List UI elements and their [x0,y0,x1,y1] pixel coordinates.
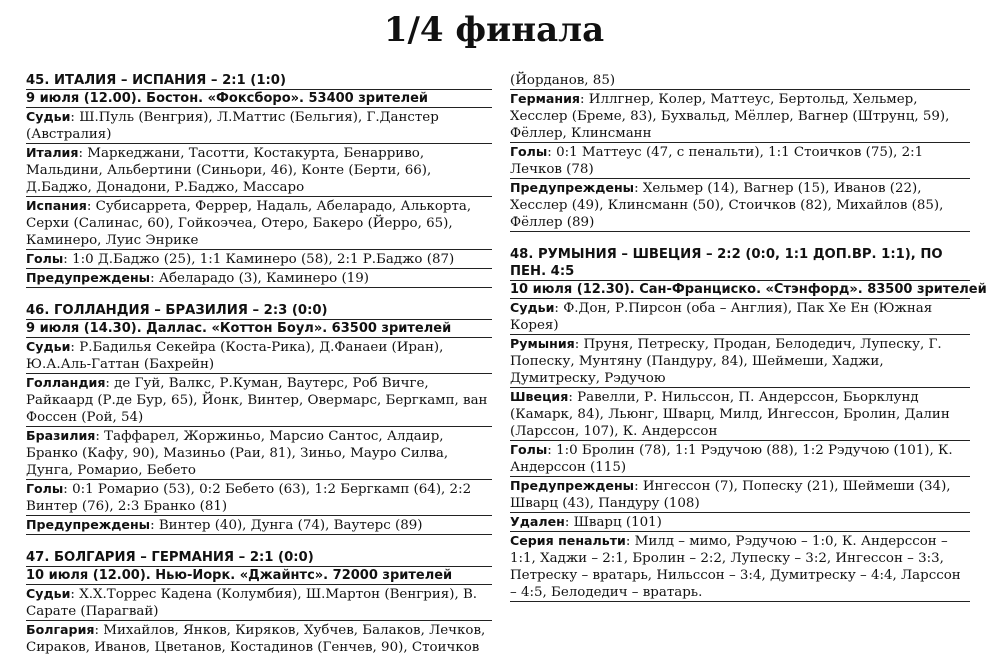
team1-label: Румыния [510,336,575,351]
lineup-team2 [26,427,492,480]
lineup-team2 [26,197,492,250]
match-47 [26,549,492,656]
match-venue: 9 июля (14.30). Даллас. «Коттон Боул». 63500 зрителей [26,320,492,338]
penalty-shootout-text: : Милд – мимо, Рэдучою – 1:0, К. Андерссон – 1:1, Хаджи – 2:1, Бролин – 2:2, Лупеску – 3:2, Ингессон – 3:3, Петреску – вратарь, Нильссон – 3:4, Думитреску – 4:4, Ларссон – 4:5, Белодедич – вратарь. [510,534,961,600]
team1-label: Болгария [26,622,95,637]
penalty-shootout [510,532,970,602]
match-46 [26,302,492,535]
team2-label: Бразилия [26,428,96,443]
team2-label: Испания [26,198,87,213]
goals-label: Голы [26,481,64,496]
warned-label: Предупреждены [510,478,635,493]
sent-off [510,513,970,532]
goals-text: : 1:0 Бролин (78), 1:1 Рэдучою (88), 1:2 Рэдучою (101), К. Андерссон (115) [510,443,953,475]
match-header: 48. РУМЫНИЯ – ШВЕЦИЯ – 2:2 (0:0, 1:1 ДОП.ВР. 1:1), ПО ПЕН. 4:5 [510,246,970,281]
goals-text: : 0:1 Маттеус (47, с пенальти), 1:1 Стоичков (75), 2:1 Лечков (78) [510,145,924,177]
sent-off-text: : Шварц (101) [564,515,662,530]
warned [26,269,492,288]
left-column [26,72,492,670]
match-header: 46. ГОЛЛАНДИЯ – БРАЗИЛИЯ – 2:3 (0:0) [26,302,492,320]
team2-text: : Иллгнер, Колер, Маттеус, Бертольд, Хельмер, Хесслер (Бреме, 83), Бухвальд, Мёллер, Вагнер (Штрунц, 59), Фёллер, Клинсманн [510,92,950,141]
referees [26,108,492,144]
team2-text: : Равелли, Р. Нильссон, П. Андерссон, Бьорклунд (Камарк, 84), Льюнг, Шварц, Милд, Ингессон, Бролин, Далин (Ларссон, 107), К. Андерссон [510,390,950,439]
referees [26,338,492,374]
goals-text: : 0:1 Ромарио (53), 0:2 Бебето (63), 1:2 Бергкамп (64), 2:2 Винтер (76), 2:3 Бранко (81) [26,482,472,514]
warned [26,516,492,535]
warned-label: Предупреждены [26,270,151,285]
referees-text: : Ш.Пуль (Венгрия), Л.Маттис (Бельгия), Г.Данстер (Австралия) [26,110,439,142]
penalty-shootout-label: Серия пенальти [510,533,626,548]
match-header: 47. БОЛГАРИЯ – ГЕРМАНИЯ – 2:1 (0:0) [26,549,492,567]
warned-text: : Ингессон (7), Попеску (21), Шеймеши (34), Шварц (43), Пандуру (108) [510,479,951,511]
referees-label: Судьи [26,109,71,124]
goals [510,143,970,179]
team1-text: : де Гуй, Валкс, Р.Куман, Ваутерс, Роб Вичге, Райкаард (Р.де Бур, 65), Йонк, Винтер, Овермарс, Бергкамп, ван Фоссен (Рой, 54) [26,376,488,425]
team2-text: : Субисаррета, Феррер, Надаль, Абеларадо, Алькорта, Серхи (Салинас, 60), Гойкоэчеа, Отеро, Бакеро (Йерро, 65), Каминеро, Луис Энрике [26,199,472,248]
team1-label: Италия [26,145,79,160]
lineup-team1 [26,144,492,197]
team1-label: Голландия [26,375,106,390]
referees-label: Судьи [510,300,555,315]
warned-text: : Хельмер (14), Вагнер (15), Иванов (22), Хесслер (49), Клинсманн (50), Стоичков (82), Михайлов (85), Фёллер (89) [510,181,944,230]
match-45 [26,72,492,288]
team1-text: : Пруня, Петреску, Продан, Белодедич, Лупеску, Г. Попеску, Мунтяну (Пандуру, 84), Шеймеши, Хаджи, Думитреску, Рэдучою [510,337,942,386]
referees [26,585,492,621]
warned [510,477,970,513]
warned-text: : Винтер (40), Дунга (74), Ваутерс (89) [150,518,423,533]
lineup-team1-continued: (Йорданов, 85) [510,72,970,90]
lineup-team1 [26,374,492,427]
team2-text: : Таффарел, Жоржиньо, Марсио Сантос, Алдаир, Бранко (Кафу, 90), Мазиньо (Раи, 81), Зиньо, Мауро Силва, Дунга, Ромарио, Бебето [26,429,449,478]
team2-label: Швеция [510,389,569,404]
match-venue: 10 июля (12.30). Сан-Франциско. «Стэнфорд». 83500 зрителей [510,282,987,297]
match-48 [510,246,987,602]
sent-off-label: Удален [510,514,565,529]
lineup-team1 [26,621,492,656]
team2-label: Германия [510,91,580,106]
page-title: 1/4 финала [383,10,605,50]
team1-text: : Маркеджани, Тасотти, Костакурта, Бенарриво, Мальдини, Альбертини (Синьори, 46), Конте (Берти, 66), Д.Баджо, Донадони, Р.Баджо, Массаро [26,146,432,195]
match-header: 45. ИТАЛИЯ – ИСПАНИЯ – 2:1 (1:0) [26,72,492,90]
warned [510,179,970,232]
match-venue: 10 июля (12.00). Нью-Иорк. «Джайнтс». 72000 зрителей [26,567,492,585]
goals [26,250,492,269]
warned-label: Предупреждены [26,517,151,532]
goals-text: : 1:0 Д.Баджо (25), 1:1 Каминеро (58), 2:1 Р.Баджо (87) [63,252,455,267]
goals-label: Голы [26,251,64,266]
referees-text: : Ф.Дон, Р.Пирсон (оба – Англия), Пак Хе Ен (Южная Корея) [510,301,933,333]
referees-text: : Р.Бадилья Секейра (Коста-Рика), Д.Фанаеи (Иран), Ю.А.Аль-Гаттан (Бахрейн) [26,340,444,372]
lineup-team2 [510,90,970,143]
goals-label: Голы [510,144,548,159]
match-venue: 9 июля (12.00). Бостон. «Фоксборо». 53400 зрителей [26,90,492,108]
referees [510,299,970,335]
lineup-team1 [510,335,970,388]
right-column [510,72,987,616]
goals-label: Голы [510,442,548,457]
referees-label: Судьи [26,339,71,354]
goals [510,441,970,477]
match-47-continued [510,72,970,232]
referees-text: : Х.Х.Торрес Кадена (Колумбия), Ш.Мартон (Венгрия), В. Сарате (Парагвай) [26,587,478,619]
warned-text: : Абеларадо (3), Каминеро (19) [150,271,369,286]
warned-label: Предупреждены [510,180,635,195]
team1-text: : Михайлов, Янков, Киряков, Хубчев, Балаков, Лечков, Сираков, Иванов, Цветанов, Костадинов (Генчев, 90), Стоичков [26,623,486,655]
referees-label: Судьи [26,586,71,601]
goals [26,480,492,516]
lineup-team2 [510,388,970,441]
